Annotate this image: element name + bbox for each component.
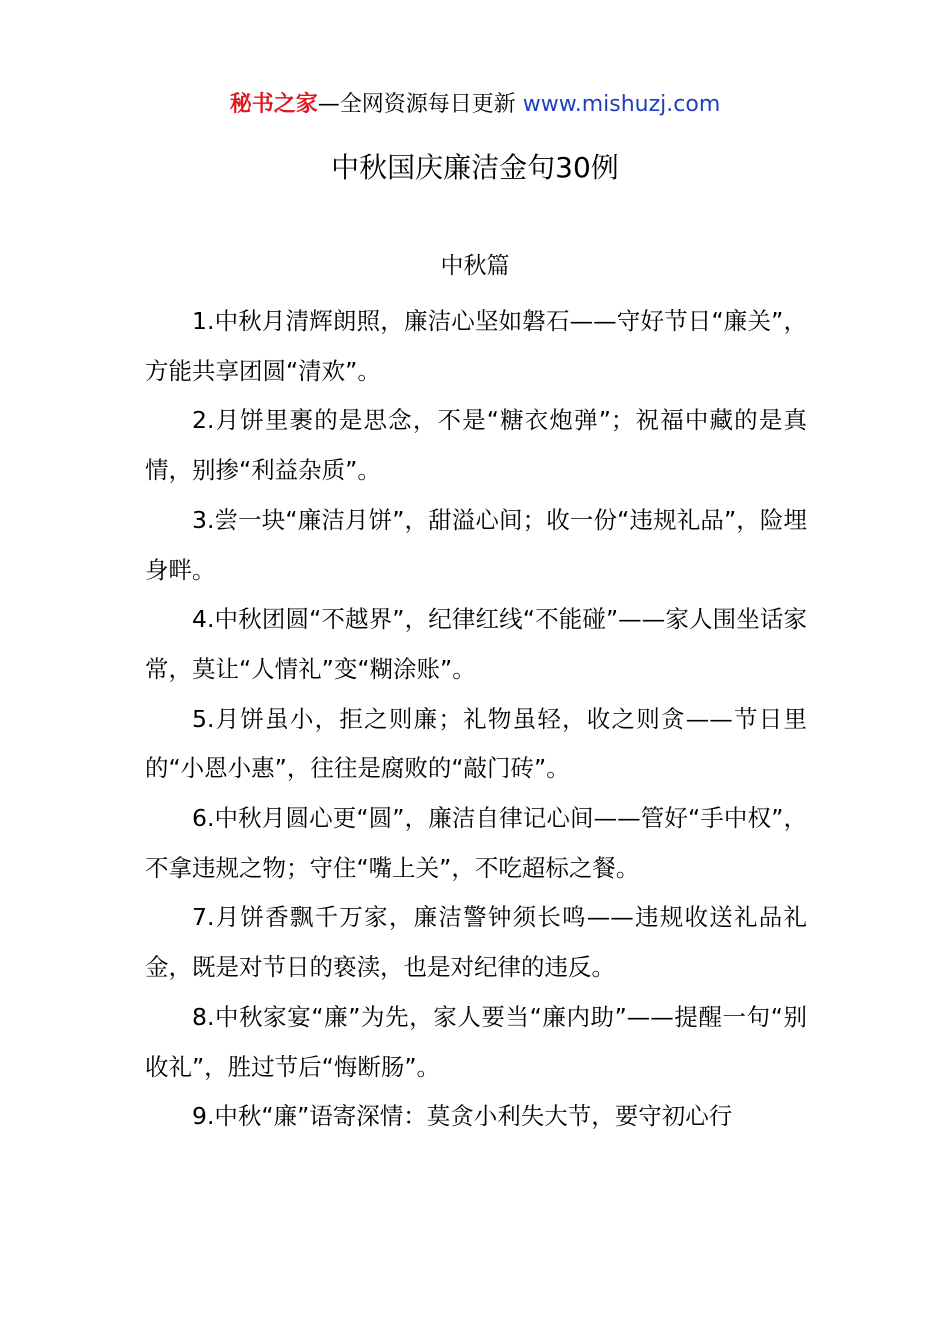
site-url-link[interactable]: www.mishuzj.com <box>522 92 721 117</box>
site-header <box>0 88 950 122</box>
list-item-4: 4.中秋团圆“不越界”，纪律红线“不能碰”——家人围坐话家常，莫让“人情礼”变“糊涂账”。 <box>145 605 807 683</box>
list-item-1: 1.中秋月清辉朗照，廉洁心坚如磐石——守好节日“廉关”，方能共享团圆“清欢”。 <box>145 307 807 385</box>
list-item-6: 6.中秋月圆心更“圆”，廉洁自律记心间——管好“手中权”，不拿违规之物；守住“嘴上关”，不吃超标之餐。 <box>145 804 807 882</box>
list-item-5: 5.月饼虽小，拒之则廉；礼物虽轻，收之则贪——节日里的“小恩小惠”，往往是腐败的“敲门砖”。 <box>145 704 807 783</box>
list-item-7: 7.月饼香飘千万家，廉洁警钟须长鸣——违规收送礼品礼金，既是对节日的亵渎，也是对纪律的违反。 <box>145 903 807 982</box>
list-item-8: 8.中秋家宴“廉”为先，家人要当“廉内助”——提醒一句“别收礼”，胜过节后“悔断肠”。 <box>145 1002 807 1081</box>
list-item-3: 3.尝一块“廉洁月饼”，甜溢心间；收一份“违规礼品”，险埋身畔。 <box>145 505 807 584</box>
list-item-2: 2.月饼里裹的是思念，不是“糖衣炮弹”；祝福中藏的是真情，别掺“利益杂质”。 <box>145 406 807 485</box>
document-body <box>145 297 807 1142</box>
document-title: 中秋国庆廉洁金句30例 <box>331 151 619 184</box>
header-tagline: —全网资源每日更新 <box>317 92 516 117</box>
brand-name: 秘书之家 <box>229 92 318 117</box>
section-title: 中秋篇 <box>440 253 510 279</box>
list-item-9: 9.中秋“廉”语寄深情：莫贪小利失大节，要守初心行 <box>192 1102 733 1131</box>
